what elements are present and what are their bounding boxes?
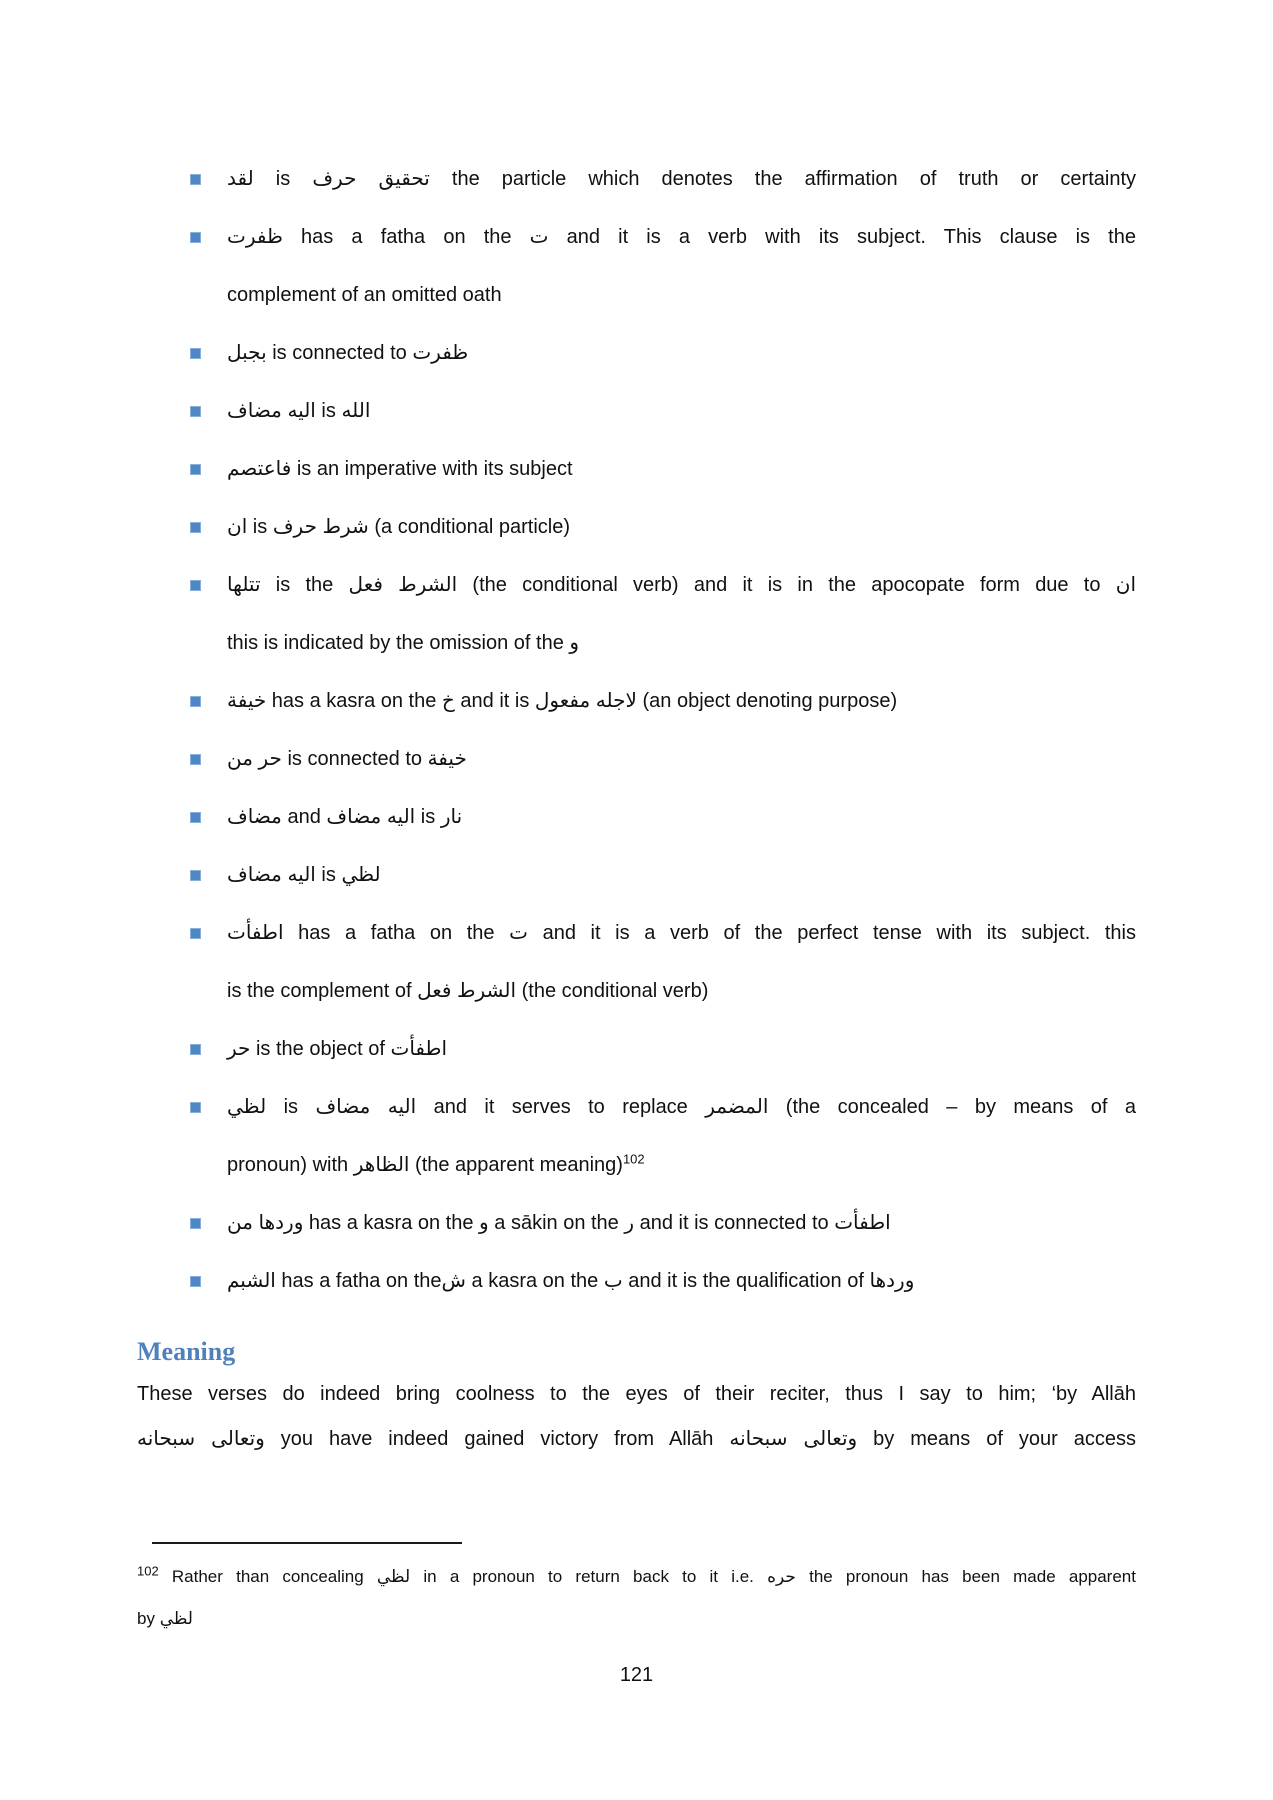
bullet-marker-icon xyxy=(190,928,201,939)
bullet-marker-icon xyxy=(190,522,201,533)
bullet-line: الشبم has a fatha on theش a kasra on the ب and it is the qualification of وردها xyxy=(227,1270,915,1292)
list-item xyxy=(137,440,1136,498)
paragraph-line: سبحانه‎ وتعالى you have indeed gained victory from Allāh سبحانه‎ وتعالى by means of your access xyxy=(137,1428,1136,1450)
footnote-line xyxy=(137,1556,1136,1598)
bullet-marker-icon xyxy=(190,348,201,359)
bullet-marker-icon xyxy=(190,696,201,707)
bullet-marker-icon xyxy=(190,1218,201,1229)
bullet-marker-icon xyxy=(190,1276,201,1287)
bullet-line-text: pronoun) with الظاهر (the apparent meaning) xyxy=(227,1154,623,1176)
bullet-marker-icon xyxy=(190,1044,201,1055)
list-item xyxy=(137,788,1136,846)
bullet-line: ظفرت has a fatha on the ت and it is a verb with its subject. This clause is the xyxy=(227,226,1136,248)
footnote xyxy=(137,1556,1136,1640)
list-item xyxy=(137,904,1136,1020)
bullet-line: this is indicated by the omission of the و xyxy=(227,632,580,654)
bullet-marker-icon xyxy=(190,406,201,417)
bullet-line: لقد is حرف‎ تحقيق the particle which denotes the affirmation of truth or certainty xyxy=(227,168,1137,190)
bullet-line: من‎ حر is connected to خيفة xyxy=(227,748,467,770)
list-item xyxy=(137,672,1136,730)
footnote-text: Rather than concealing لظي in a pronoun to return back to it i.e. حره the pronoun has been made apparent xyxy=(158,1567,1136,1586)
bullet-marker-icon xyxy=(190,870,201,881)
bullet-line: تتلها is the فعل‎ الشرط (the conditional verb) and it is in the apocopate form due to ان xyxy=(227,574,1136,596)
bullet-line: اطفأت has a fatha on the ت and it is a verb of the perfect tense with its subject. this xyxy=(227,922,1136,944)
bullet-line: مضاف and مضاف‎ اليه is نار xyxy=(227,806,463,828)
bullet-line: مضاف‎ اليه is لظي xyxy=(227,864,381,886)
list-item xyxy=(137,1078,1136,1194)
list-item xyxy=(137,498,1136,556)
list-item xyxy=(137,846,1136,904)
bullet-line: is the complement of فعل‎ الشرط (the conditional verb) xyxy=(227,980,709,1002)
bullet-line: من‎ وردها has a kasra on the و a sākin on the ر and it is connected to اطفأت xyxy=(227,1212,891,1234)
bullet-marker-icon xyxy=(190,1102,201,1113)
bullet-marker-icon xyxy=(190,812,201,823)
bullet-line: مضاف‎ اليه is الله xyxy=(227,400,371,422)
section-heading-meaning: Meaning xyxy=(137,1337,236,1366)
list-item xyxy=(137,324,1136,382)
footnote-separator xyxy=(152,1542,462,1544)
bullet-line: فاعتصم is an imperative with its subject xyxy=(227,458,573,480)
page-number: 121 xyxy=(619,1664,654,1686)
list-item xyxy=(137,208,1136,324)
bullet-line: complement of an omitted oath xyxy=(227,284,502,306)
footnote-reference: 102 xyxy=(622,1151,645,1167)
footnote-line: by لظي xyxy=(137,1609,193,1628)
bullet-marker-icon xyxy=(190,464,201,475)
bullet-line: حر is the object of اطفأت xyxy=(227,1038,447,1060)
bullet-line xyxy=(227,1136,1136,1194)
footnote-number: 102 xyxy=(137,1563,159,1579)
list-item xyxy=(137,1194,1136,1252)
bullet-marker-icon xyxy=(190,754,201,765)
bullet-line: خيفة has a kasra on the خ and it is مفعول‎ لاجله (an object denoting purpose) xyxy=(227,690,898,712)
list-item xyxy=(137,382,1136,440)
bullet-marker-icon xyxy=(190,232,201,243)
meaning-paragraph xyxy=(137,1372,1136,1462)
bullet-line: ان is حرف‎ شرط (a conditional particle) xyxy=(227,516,571,538)
bullet-marker-icon xyxy=(190,580,201,591)
bullet-marker-icon xyxy=(190,174,201,185)
paragraph-line: These verses do indeed bring coolness to the eyes of their reciter, thus I say to him; ‘by Allāh xyxy=(137,1383,1136,1405)
bullet-line: لظي is مضاف‎ اليه and it serves to replace المضمر (the concealed – by means of a xyxy=(227,1096,1137,1118)
list-item xyxy=(137,1252,1136,1310)
list-item xyxy=(137,730,1136,788)
list-item xyxy=(137,1020,1136,1078)
list-item xyxy=(137,556,1136,672)
bullet-line: بجبل is connected to ظفرت xyxy=(227,342,469,364)
list-item xyxy=(137,150,1136,208)
